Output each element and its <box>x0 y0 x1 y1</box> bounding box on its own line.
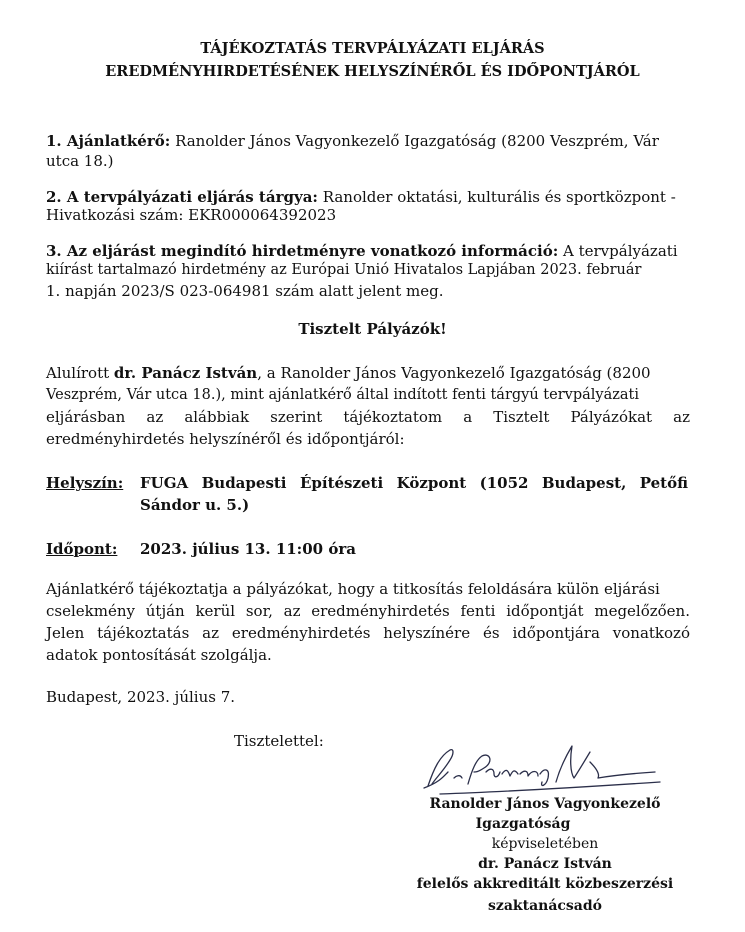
intro-line-4: eredményhirdetés helyszínéről és időpontjáról: <box>46 430 405 448</box>
signature-name: dr. Panácz István <box>478 856 612 872</box>
section-1-text: Ranolder János Vagyonkezelő Igazgatóság (8200 Veszprém, Vár <box>170 132 659 150</box>
venue-line-2: Sándor u. 5.) <box>140 496 250 514</box>
time-label: Időpont: <box>46 540 118 558</box>
intro-line-2: Veszprém, Vár utca 18.), mint ajánlatkérő által indított fenti tárgyú tervpályázati <box>46 387 639 403</box>
section-1-label: 1. Ajánlatkérő: <box>46 132 171 150</box>
notice-line-3: Jelen tájékoztatás az eredményhirdetés helyszínére és időpontjára vonatkozó <box>46 624 690 642</box>
section-3-line-3: 1. napján 2023/S 023-064981 szám alatt jelent meg. <box>46 282 444 300</box>
signature-role: képviseletében <box>491 836 599 852</box>
section-2-text: Ranolder oktatási, kulturális és sportközpont - <box>317 188 676 206</box>
intro-line-1 <box>46 362 651 384</box>
section-2-line-2: Hivatkozási szám: EKR000064392023 <box>46 206 337 224</box>
section-2-label: 2. A tervpályázati eljárás tárgya: <box>46 188 318 206</box>
intro-line-3: eljárásban az alábbiak szerint tájékoztatom a Tisztelt Pályázókat az <box>46 408 690 426</box>
section-1-line-2: utca 18.) <box>46 152 114 170</box>
intro-name: dr. Panácz István <box>113 364 258 382</box>
salutation: Tisztelt Pályázók! <box>298 320 447 338</box>
venue-label: Helyszín: <box>46 474 124 492</box>
intro-post: , a Ranolder János Vagyonkezelő Igazgatóság (8200 <box>257 364 651 382</box>
title-line-2: EREDMÉNYHIRDETÉSÉNEK HELYSZÍNÉRŐL ÉS IDŐPONTJÁRÓL <box>105 63 640 80</box>
notice-line-1: Ajánlatkérő tájékoztatja a pályázókat, hogy a titkosítás feloldására külön eljárási <box>46 580 660 598</box>
signature-block <box>380 794 710 914</box>
section-3-label: 3. Az eljárást megindító hirdetményre vonatkozó információ: <box>46 242 559 260</box>
closing: Tisztelettel: <box>234 732 324 750</box>
section-1-line-1 <box>46 130 659 152</box>
signature-org-line-1: Ranolder János Vagyonkezelő <box>429 796 661 812</box>
intro-pre: Alulírott <box>46 364 114 382</box>
place-date: Budapest, 2023. július 7. <box>46 688 236 706</box>
section-3-line-2: kiírást tartalmazó hirdetmény az Európai Unió Hivatalos Lapjában 2023. február <box>46 262 642 278</box>
signature-title-line-1: felelős akkreditált közbeszerzési <box>416 876 674 892</box>
time-value: 2023. július 13. 11:00 óra <box>140 540 356 558</box>
venue-line-1: FUGA Budapesti Építészeti Központ (1052 Budapest, Petőfi <box>140 474 688 492</box>
signature-org-line-2: Igazgatóság <box>475 816 571 832</box>
section-3-text: A tervpályázati <box>558 242 678 260</box>
title-line-1: TÁJÉKOZTATÁS TERVPÁLYÁZATI ELJÁRÁS <box>200 40 545 57</box>
handwritten-signature <box>420 738 665 798</box>
signature-title-line-2: szaktanácsadó <box>488 898 602 914</box>
notice-line-2: cselekmény útján kerül sor, az eredményhirdetés fenti időpontját megelőzően. <box>46 602 690 620</box>
notice-line-4: adatok pontosítását szolgálja. <box>46 646 272 664</box>
